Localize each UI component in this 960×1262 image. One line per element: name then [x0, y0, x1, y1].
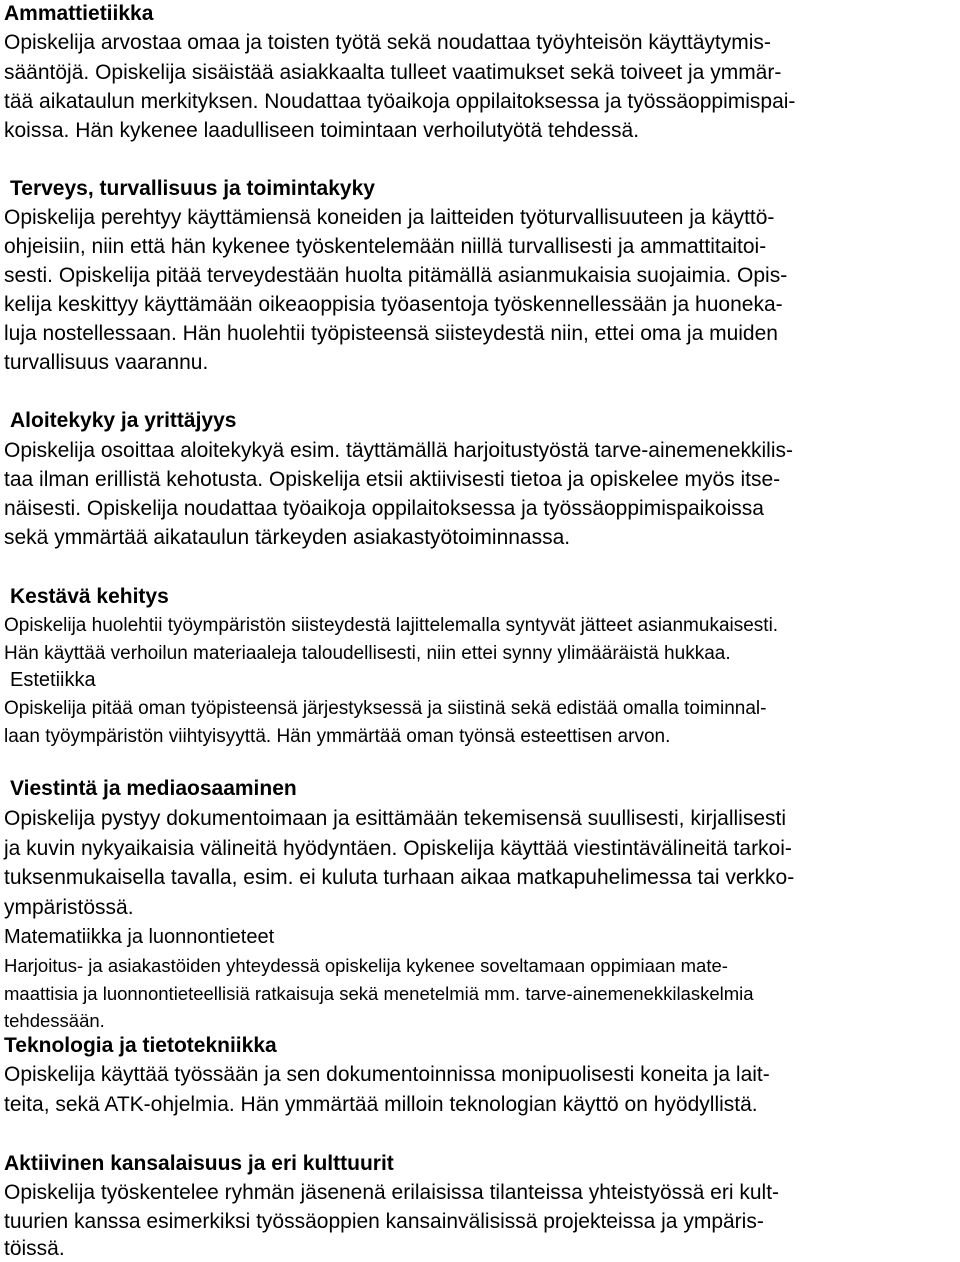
paragraph-line: tää aikataulun merkityksen. Noudattaa työaikoja oppilaitoksessa ja työssäoppimispai- [4, 90, 796, 113]
section-heading-viestinta: Viestintä ja mediaosaaminen [10, 777, 297, 800]
paragraph-line: Hän käyttää verhoilun materiaaleja taloudellisesti, niin ettei synny ylimääräistä hukkaa. [4, 643, 731, 664]
paragraph-line: Opiskelija arvostaa omaa ja toisten työtä sekä noudattaa työyhteisön käyttäytymis- [4, 31, 771, 54]
paragraph-line: ohjeisiin, niin että hän kykenee työskentelemään niillä turvallisesti ja ammattitaitoi- [4, 235, 767, 258]
paragraph-line: sekä ymmärtää aikataulun tärkeyden asiakastyötoiminnassa. [4, 526, 571, 549]
paragraph-line: sääntöjä. Opiskelija sisäistää asiakkaalta tulleet vaatimukset sekä toiveet ja ymmär- [4, 61, 782, 84]
section-heading-aloitekyky: Aloitekyky ja yrittäjyys [10, 409, 237, 432]
section-heading-ammattietiikka: Ammattietiikka [4, 2, 154, 25]
paragraph-line: Opiskelija osoittaa aloitekykyä esim. täyttämällä harjoitustyöstä tarve-ainemenekkilis- [4, 439, 793, 462]
paragraph-line: töissä. [4, 1237, 65, 1260]
paragraph-line: Opiskelija huolehtii työympäristön siisteydestä lajittelemalla syntyvät jätteet asianmukaisesti. [4, 615, 779, 636]
section-heading-kestava-kehitys: Kestävä kehitys [10, 585, 169, 608]
paragraph-line: Harjoitus- ja asiakastöiden yhteydessä opiskelija kykenee soveltamaan oppimiaan mate- [4, 955, 728, 976]
paragraph-line: tehdessään. [4, 1010, 105, 1031]
paragraph-line: teita, sekä ATK-ohjelmia. Hän ymmärtää milloin teknologian käyttö on hyödyllistä. [4, 1093, 758, 1116]
section-heading-matematiikka: Matematiikka ja luonnontieteet [4, 926, 275, 948]
paragraph-line: luja nostellessaan. Hän huolehtii työpisteensä siisteydestä niin, ettei oma ja muiden [4, 322, 778, 345]
paragraph-line: Opiskelija työskentelee ryhmän jäsenenä erilaisissa tilanteissa yhteistyössä eri kult- [4, 1181, 780, 1204]
paragraph-line: koissa. Hän kykenee laadulliseen toimintaan verhoilutyötä tehdessä. [4, 119, 640, 142]
paragraph-line: Opiskelija pitää oman työpisteensä järjestyksessä ja siistinä sekä edistää omalla toiminnal- [4, 698, 767, 719]
paragraph-line: kelija keskittyy käyttämään oikeaoppisia työasentoja työskennellessään ja huoneka- [4, 293, 783, 316]
paragraph-line: Opiskelija käyttää työssään ja sen dokumentoinnissa monipuolisesti koneita ja lait- [4, 1063, 770, 1086]
paragraph-line: maattisia ja luonnontieteellisiä ratkaisuja sekä menetelmiä mm. tarve-ainemenekkilaskelmia [4, 983, 754, 1004]
paragraph-line: tuksenmukaisella tavalla, esim. ei kuluta turhaan aikaa matkapuhelimessa tai verkko- [4, 866, 795, 889]
section-heading-teknologia: Teknologia ja tietotekniikka [4, 1034, 277, 1057]
paragraph-line: ja kuvin nykyaikaisia välineitä hyödyntäen. Opiskelija käyttää viestintävälineitä tarkoi- [4, 837, 792, 860]
paragraph-line: Opiskelija pystyy dokumentoimaan ja esittämään tekemisensä suullisesti, kirjallisesti [4, 807, 786, 830]
paragraph-line: Opiskelija perehtyy käyttämiensä koneiden ja laitteiden työturvallisuuteen ja käyttö- [4, 206, 775, 229]
section-heading-terveys: Terveys, turvallisuus ja toimintakyky [10, 177, 375, 200]
paragraph-line: ympäristössä. [4, 896, 134, 919]
paragraph-line: sesti. Opiskelija pitää terveydestään huolta pitämällä asianmukaisia suojaimia. Opis- [4, 264, 788, 287]
section-heading-estetiikka: Estetiikka [10, 669, 96, 691]
paragraph-line: laan työympäristön viihtyisyyttä. Hän ymmärtää oman työnsä esteettisen arvon. [4, 726, 671, 747]
paragraph-line: tuurien kanssa esimerkiksi työssäoppien kansainvälisissä projekteissa ja ympäris- [4, 1210, 764, 1233]
paragraph-line: näisesti. Opiskelija noudattaa työaikoja oppilaitoksessa ja työssäoppimispaikoissa [4, 497, 764, 520]
paragraph-line: taa ilman erillistä kehotusta. Opiskelija etsii aktiivisesti tietoa ja opiskelee myös itse- [4, 468, 781, 491]
section-heading-aktiivinen-kansalaisuus: Aktiivinen kansalaisuus ja eri kulttuurit [4, 1152, 394, 1175]
paragraph-line: turvallisuus vaarannu. [4, 351, 209, 374]
